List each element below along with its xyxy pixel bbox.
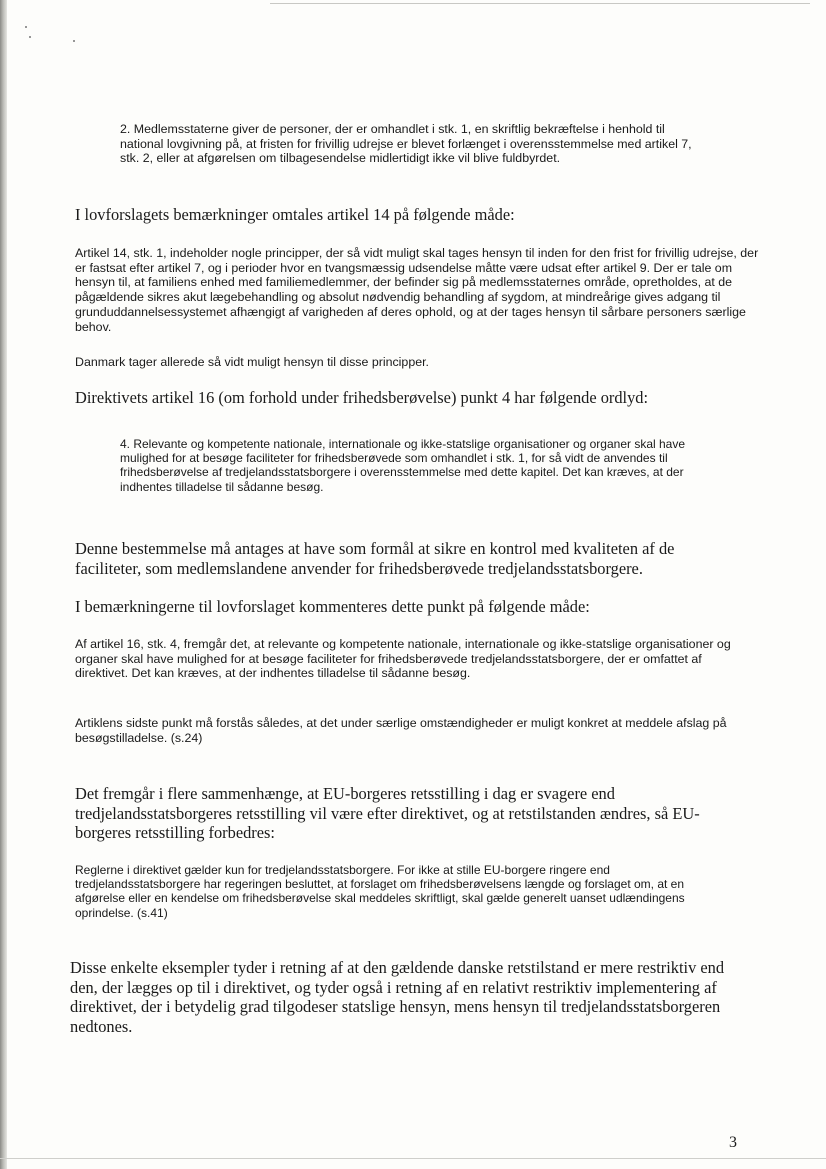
quote-danmark-principles: Danmark tager allerede så vidt muligt hensyn til disse principper.: [75, 355, 429, 369]
scan-speck-marks: [25, 26, 85, 56]
paragraph-intro-article-14: I lovforslagets bemærkninger omtales artikel 14 på følgende måde:: [75, 205, 515, 224]
quote-bemaerkninger-besoegstilladelse: Artiklens sidste punkt må forstås således, at det under særlige omstændigheder er muligt konkret at meddele afslag på besøgstilladelse. (s.24): [75, 716, 727, 745]
quote-article-14: Artikel 14, stk. 1, indeholder nogle principper, der så vidt muligt skal tages hensyn til inden for den frist for frivillig udrejse, der er fastsat efter artikel 7, og i perioder hvor en tvangsmæssig udsendelse måtte være udsat efter artikel 9. Der er tale om hensyn til, at familiens enhed med familiemedlemmer, der befinder sig på medlemsstaternes område, opretholdes, at de pågældende sikres akut lægebehandling og absolut nødvendig behandling af sygdom, at mindreårige gives adgang til grunduddannelsessystemet afhængigt af varigheden af deres ophold, og at der tages hensyn til sårbare personers særlige behov.: [75, 246, 759, 334]
quote-bemaerkninger-article-16: Af artikel 16, stk. 4, fremgår det, at relevante og kompetente nationale, internationale og ikke-statslige organisationer og organer skal have mulighed for at besøge faciliteter for frihedsberøvede tredjelandsstatsborgere, der er omfattet af direktivet. Det kan kræves, at der indhentes tilladelse til sådanne besøg.: [75, 637, 731, 681]
paragraph-intro-article-16: Direktivets artikel 16 (om forhold under frihedsberøvelse) punkt 4 har følgende ordlyd:: [75, 388, 649, 407]
paragraph-konklusion: Disse enkelte eksempler tyder i retning af at den gældende danske retstilstand er mere restriktiv end den, der lægges op til i direktivet, og tyder også i retning af en relativt restriktiv implementering af direktivet, der i betydelig grad tilgodeser statslige hensyn, mens hensyn til tredjelandsstatsborgeren nedtones.: [70, 958, 725, 1036]
paragraph-bestemmelse: Denne bestemmelse må antages at have som formål at sikre en kontrol med kvaliteten af de faciliteter, som medlemslandene anvender for frihedsberøvede tredjelandsstatsborgere.: [75, 539, 675, 578]
quote-reglerne-direktivet: Reglerne i direktivet gælder kun for tredjelandsstatsborgere. For ikke at stille EU-borgere ringere end tredjelandsstatsborgere har regeringen besluttet, at forslaget om frihedsberøvelsens længde og forslaget om, at en afgørelse eller en kendelse om frihedsberøvelse skal meddeles skriftligt, skal gælde generelt uanset udlændingens oprindelse. (s.41): [75, 863, 685, 920]
scan-shadow-edge: [0, 0, 7, 1169]
scan-bottom-edge-line: [0, 1158, 826, 1159]
quote-article-7-stk-2: 2. Medlemsstaterne giver de personer, der er omhandlet i stk. 1, en skriftlig bekræftelse i henhold til national lovgivning på, at fristen for frivillig udrejse er blevet forlænget i overensstemmelse med artikel 7, stk. 2, eller at afgørelsen om tilbagesendelse midlertidigt ikke vil blive fuldbyrdet.: [120, 122, 692, 166]
paragraph-intro-bemaerkninger: I bemærkningerne til lovforslaget kommenteres dette punkt på følgende måde:: [75, 597, 590, 616]
scan-top-edge-line: [270, 3, 810, 4]
quote-article-16-punkt-4: 4. Relevante og kompetente nationale, internationale og ikke-statslige organisationer og organer skal have mulighed for at besøge faciliteter for frihedsberøvede som omhandlet i stk. 1, for så vidt de anvendes til frihedsberøvelse af tredjelandsstatsborgere i overensstemmelse med dette kapitel. Det kan kræves, at der indhentes tilladelse til sådanne besøg.: [120, 437, 686, 494]
page-number: 3: [729, 1134, 737, 1151]
paragraph-eu-borgere: Det fremgår i flere sammenhænge, at EU-borgeres retsstilling i dag er svagere end tredjelandsstatsborgeres retsstilling vil være efter direktivet, og at retstilstanden ændres, så EU-borgeres retsstilling forbedres:: [75, 784, 700, 843]
